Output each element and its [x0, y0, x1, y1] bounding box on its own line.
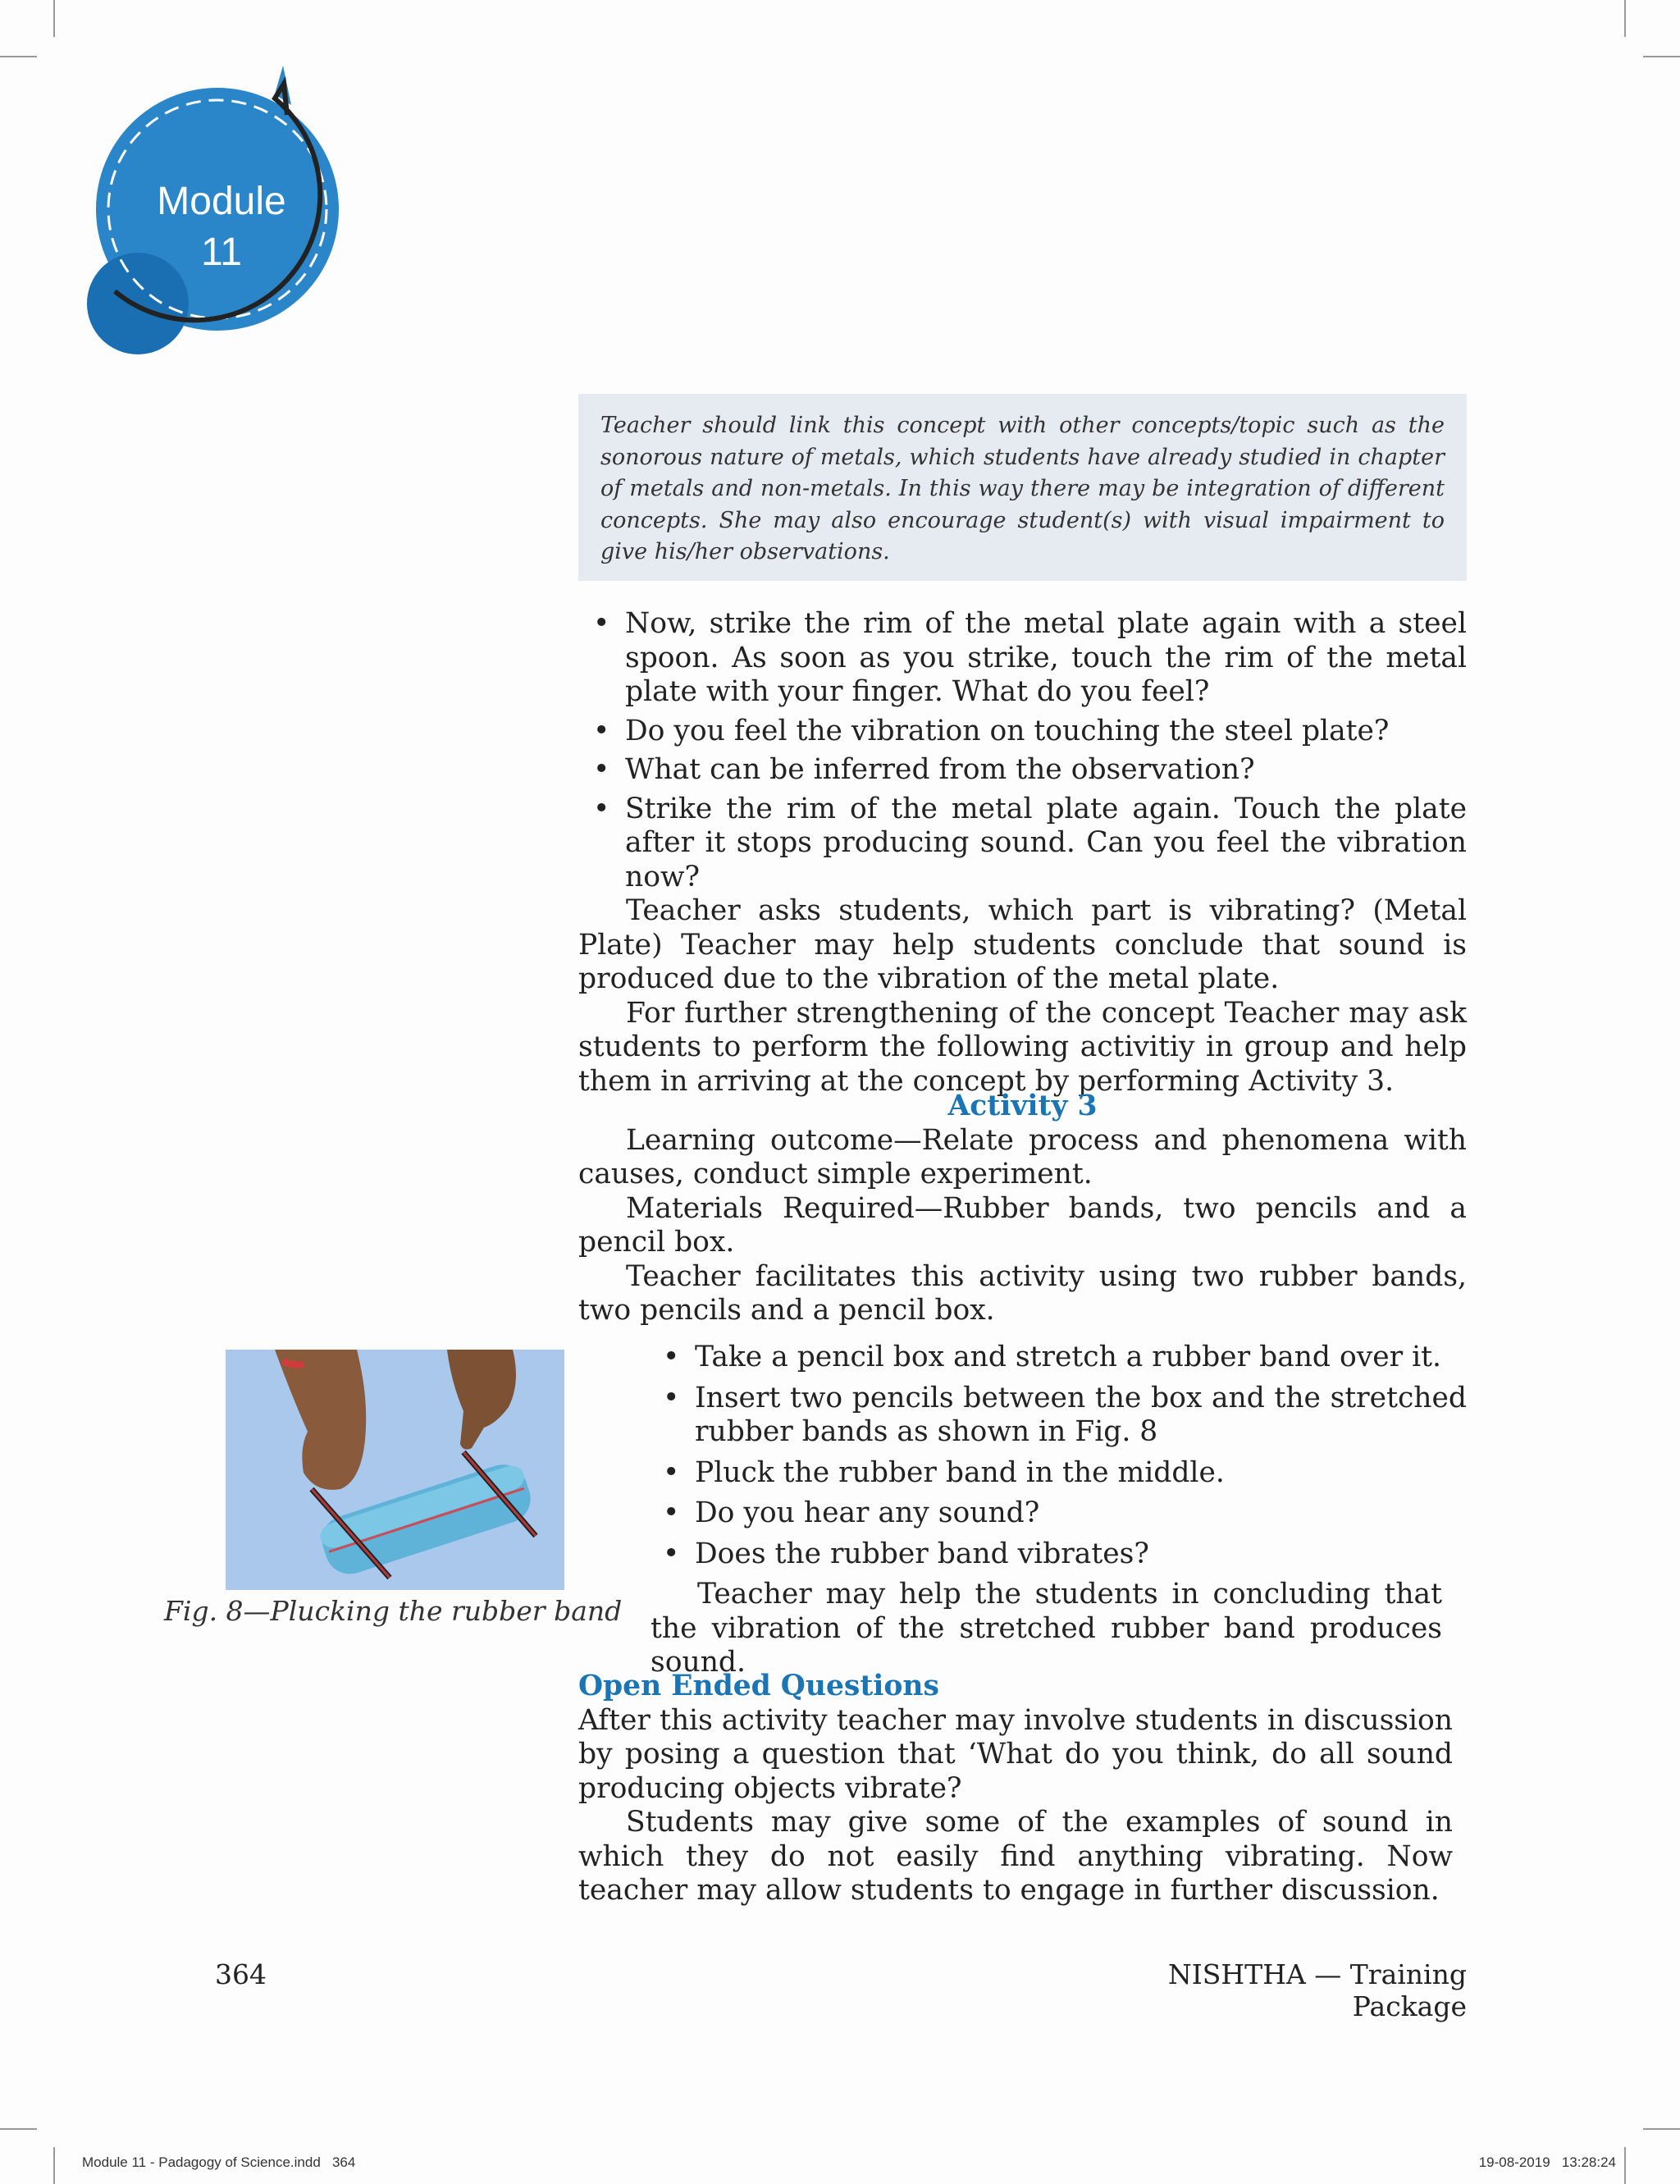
crop-mark	[1624, 0, 1626, 37]
crop-mark	[0, 56, 37, 57]
activity-conclusion	[651, 1578, 1442, 1680]
crop-mark	[1624, 2147, 1626, 2184]
list-item: • Do you hear any sound?	[648, 1496, 1467, 1531]
steps-section	[578, 607, 1467, 1099]
figure-caption: Fig. 8—Plucking the rubber band	[164, 1595, 623, 1627]
paragraph: After this activity teacher may involve students in discussion by posing a question that ‘What do you think, do all sound producing objects vibrate?	[578, 1703, 1453, 1805]
steps-list	[578, 607, 1467, 894]
list-item: • Now, strike the rim of the metal plate again with a steel spoon. As soon as you strike, touch the rim of the metal plate with your finger. What do you feel?	[578, 607, 1467, 710]
crop-mark	[53, 0, 55, 37]
list-item: • Do you feel the vibration on touching the steel plate?	[578, 715, 1467, 749]
open-ended-section	[578, 1670, 1453, 1908]
module-badge-word: Module	[157, 180, 286, 223]
module-badge-number: 11	[201, 231, 242, 274]
teacher-note-box: Teacher should link this concept with other concepts/topic such as the sonorous nature of metals, which students have already studied in chapter of metals and non-metals. In this way there may be integration of different concepts. She may also encourage student(s) with visual impairment to give his/her observations.	[578, 394, 1467, 581]
paragraph: For further strengthening of the concept Teacher may ask students to perform the following activitiy in group and help them in arriving at the concept by performing Activity 3.	[578, 996, 1467, 1098]
crop-mark	[1643, 2128, 1680, 2130]
running-footer: NISHTHA — Training Package	[1167, 1958, 1467, 2022]
rubber-band-photo	[226, 1350, 564, 1590]
crop-mark	[53, 2147, 55, 2184]
activity-intro: Teacher facilitates this activity using two rubber bands, two pencils and a pencil box.	[578, 1259, 1467, 1327]
crop-mark	[0, 2128, 37, 2130]
list-item: • Strike the rim of the metal plate again. Touch the plate after it stops producing sound. Can you feel the vibration now?	[578, 793, 1467, 895]
learning-outcome: Learning outcome—Relate process and phenomena with causes, conduct simple experiment.	[578, 1123, 1467, 1190]
list-item: • Take a pencil box and stretch a rubber band over it.	[648, 1341, 1467, 1375]
paragraph: Teacher asks students, which part is vibrating? (Metal Plate) Teacher may help students conclude that sound is produced due to the vibration of the metal plate.	[578, 894, 1467, 995]
open-ended-title: Open Ended Questions	[578, 1670, 939, 1702]
list-item: • Does the rubber band vibrates?	[648, 1537, 1467, 1572]
activity-steps	[648, 1341, 1467, 1578]
materials-required: Materials Required—Rubber bands, two pencils and a pencil box.	[578, 1191, 1467, 1259]
activity-steps-list	[648, 1341, 1467, 1571]
page-number: 364	[215, 1958, 267, 1990]
activity-section	[578, 1090, 1467, 1328]
crop-mark	[1643, 56, 1680, 57]
print-slug-file: Module 11 - Padagogy of Science.indd 364	[82, 2154, 356, 2170]
print-slug-date: 19-08-2019 13:28:24	[1478, 2154, 1616, 2170]
list-item: • Insert two pencils between the box and the stretched rubber bands as shown in Fig. 8	[648, 1382, 1467, 1450]
paragraph: Teacher may help the students in concluding that the vibration of the stretched rubber band produces sound.	[651, 1578, 1442, 1679]
list-item: • What can be inferred from the observation?	[578, 753, 1467, 788]
list-item: • Pluck the rubber band in the middle.	[648, 1456, 1467, 1491]
activity-title: Activity 3	[947, 1090, 1098, 1122]
paragraph: Students may give some of the examples of sound in which they do not easily find anything vibrating. Now teacher may allow students to engage in further discussion.	[578, 1806, 1453, 1907]
module-badge-label	[98, 176, 345, 278]
